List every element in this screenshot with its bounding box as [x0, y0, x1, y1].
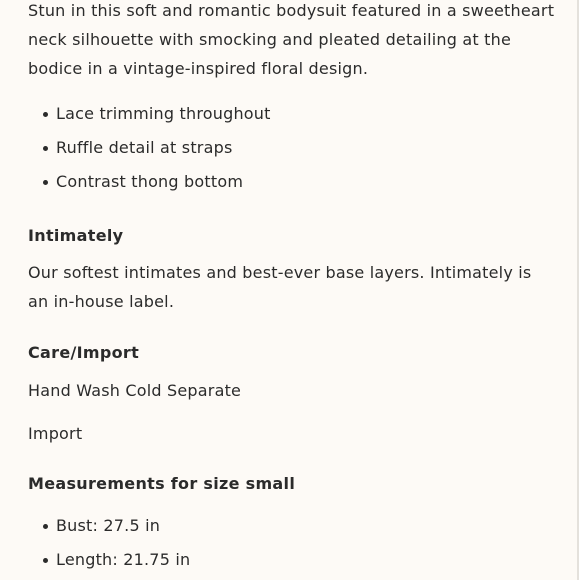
measurement-length: Length: 21.75 in	[28, 543, 556, 577]
measurements-list	[28, 509, 556, 577]
feature-item: Contrast thong bottom	[28, 165, 556, 199]
feature-item: Ruffle detail at straps	[28, 131, 556, 165]
care-import-heading: Care/Import	[28, 343, 140, 362]
product-details	[28, 0, 556, 577]
import-note: Import	[28, 424, 83, 443]
feature-item: Lace trimming throughout	[28, 97, 556, 131]
feature-list	[28, 97, 556, 199]
measurement-bust: Bust: 27.5 in	[28, 509, 556, 543]
care-instructions: Hand Wash Cold Separate	[28, 381, 242, 400]
intimately-heading: Intimately	[28, 226, 124, 245]
product-description: Stun in this soft and romantic bodysuit featured in a sweetheart neck silhouette with smocking and pleated detailing at the bodice in a vintage-inspired floral design.	[28, 1, 555, 78]
intimately-description: Our softest intimates and best-ever base layers. Intimately is an in-house label.	[28, 263, 532, 311]
measurements-heading: Measurements for size small	[28, 474, 296, 493]
